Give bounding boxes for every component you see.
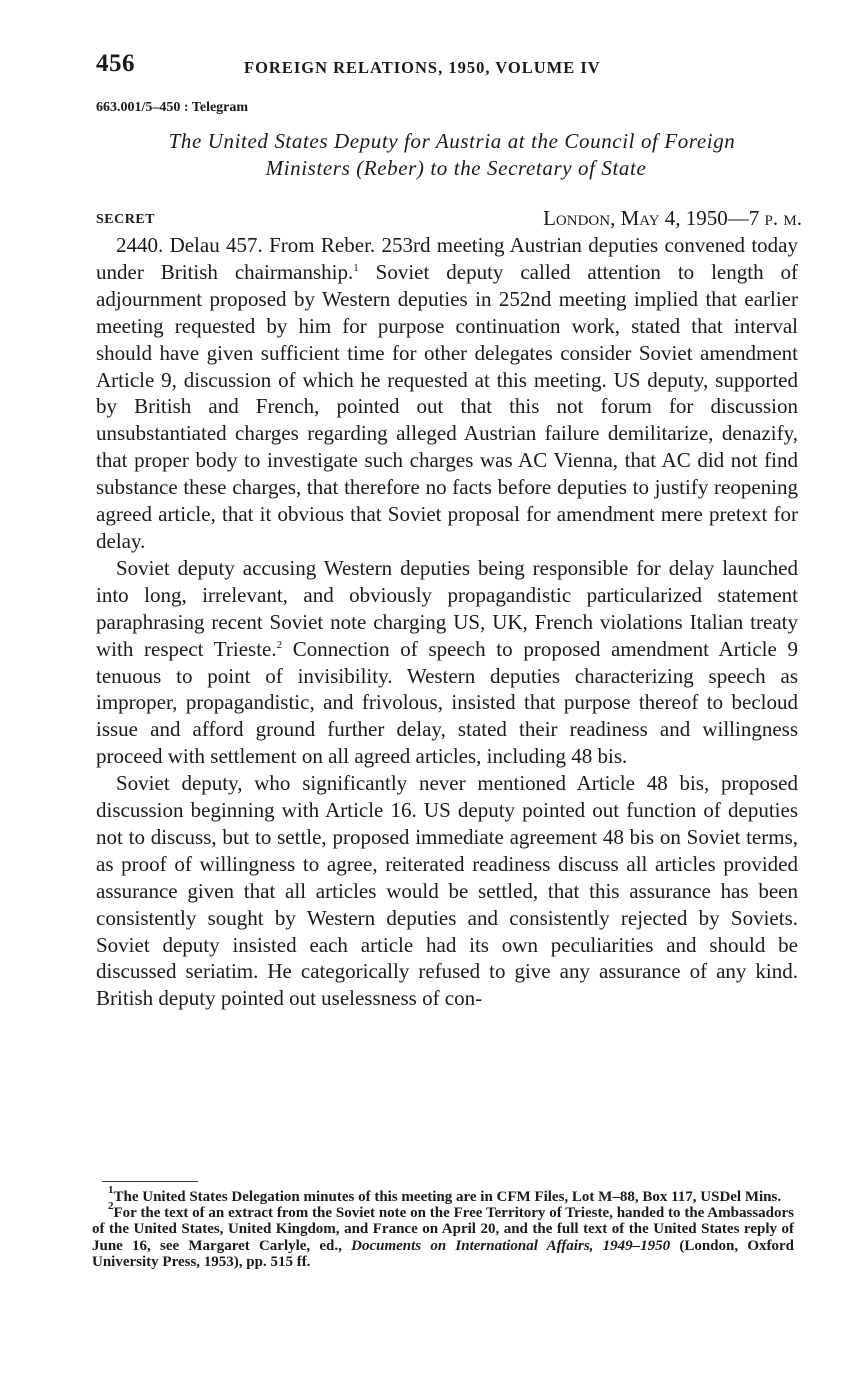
paragraph-3: Soviet deputy, who significantly never mentioned Article 48 bis, proposed discussion beginning with Article 16. US deputy pointed out function of deputies not to discuss, but to settle, proposed immediate agreement 48 bis on Soviet terms, as proof of willingness to agree, reiterated readiness discuss all articles provided assurance given that all articles would be settled, that this assurance has been consistently sought by Western deputies and consistently rejected by Soviets. Soviet deputy insisted each article had its own peculiarities and should be discussed seriatim. He categorically refused to give any assurance of any kind. British deputy pointed out uselessness of con- bbox=[96, 771, 798, 1011]
file-reference: 663.001/5–450 : Telegram bbox=[96, 100, 249, 115]
running-head bbox=[96, 50, 796, 84]
footnote-ref-2: 2 bbox=[276, 638, 283, 651]
classification-label: SECRET bbox=[96, 212, 156, 227]
document-title bbox=[96, 128, 808, 182]
page-number: 456 bbox=[96, 50, 135, 77]
footnote-1-mark: 1 bbox=[108, 1184, 114, 1196]
dateline: London, May 4, 1950—7 p. m. bbox=[543, 206, 802, 230]
footnote-2 bbox=[92, 1200, 794, 1270]
paragraph-2 bbox=[96, 555, 798, 770]
paragraph-1-text-a: 2440. Delau 457. From Reber. 253rd meeting Austrian deputies convened today under British chairmanship. bbox=[96, 233, 798, 284]
paragraph-1 bbox=[96, 232, 798, 555]
footnote-1-text: The United States Delegation minutes of this meeting are in CFM Files, Lot M–88, Box 117, USDel Mins. bbox=[113, 1189, 782, 1205]
footnotes bbox=[92, 1184, 794, 1270]
paragraph-2-text-b: Connection of speech to proposed amendment Article 9 tenuous to point of invisibility. Western deputies characterizing speech as improper, propagandistic, and frivolous, insisted that purpose thereof to becloud issue and afford ground further delay, stated their readiness and willingness proceed with settlement on all agreed articles, including 48 bis. bbox=[96, 636, 798, 769]
document-title-line-1: The United States Deputy for Austria at the Council of Foreign bbox=[168, 129, 736, 153]
footnote-ref-1: 1 bbox=[353, 261, 359, 274]
paragraph-1-text-b: Soviet deputy called attention to length of adjournment proposed by Western deputies in 252nd meeting implied that earlier meeting requested by him for purpose continuation work, stated that interval should have given sufficient time for other delegates consider Soviet amendment Article 9, discussion of which he requested at this meeting. US deputy, supported by British and French, pointed out that this not forum for discussion unsubstantiated charges regarding alleged Austrian failure demilitarize, denazify, that proper body to investigate such charges was AC Vienna, that AC did not find substance these charges, that therefore no facts before deputies to justify reopening agreed article, that it obvious that Soviet proposal for amendment mere pretext for delay. bbox=[96, 259, 798, 553]
footnote-2-book-title: Documents on International Affairs, 1949–1950 bbox=[351, 1237, 671, 1254]
footnote-divider bbox=[102, 1181, 198, 1182]
footnote-2-text-b: (London, Oxford University Press, 1953), pp. 515 ff. bbox=[92, 1237, 794, 1270]
footnote-1 bbox=[92, 1184, 794, 1205]
telegram-body bbox=[96, 232, 798, 1012]
running-title: FOREIGN RELATIONS, 1950, VOLUME IV bbox=[244, 58, 601, 77]
footnote-2-text-a: For the text of an extract from the Soviet note on the Free Territory of Trieste, handed to the Ambassadors of the United States, United Kingdom, and France on April 20, and the full text of the United States reply of June 16, see Margaret Carlyle, ed., bbox=[92, 1205, 794, 1254]
paragraph-2-text-a: Soviet deputy accusing Western deputies being responsible for delay launched into long, irrelevant, and obviously propagandistic particularized statement paraphrasing recent Soviet note charging US, UK, French violations Italian treaty with respect Trieste. bbox=[96, 555, 798, 661]
document-title-line-2: Ministers (Reber) to the Secretary of State bbox=[265, 156, 647, 180]
footnote-2-mark: 2 bbox=[108, 1200, 114, 1213]
